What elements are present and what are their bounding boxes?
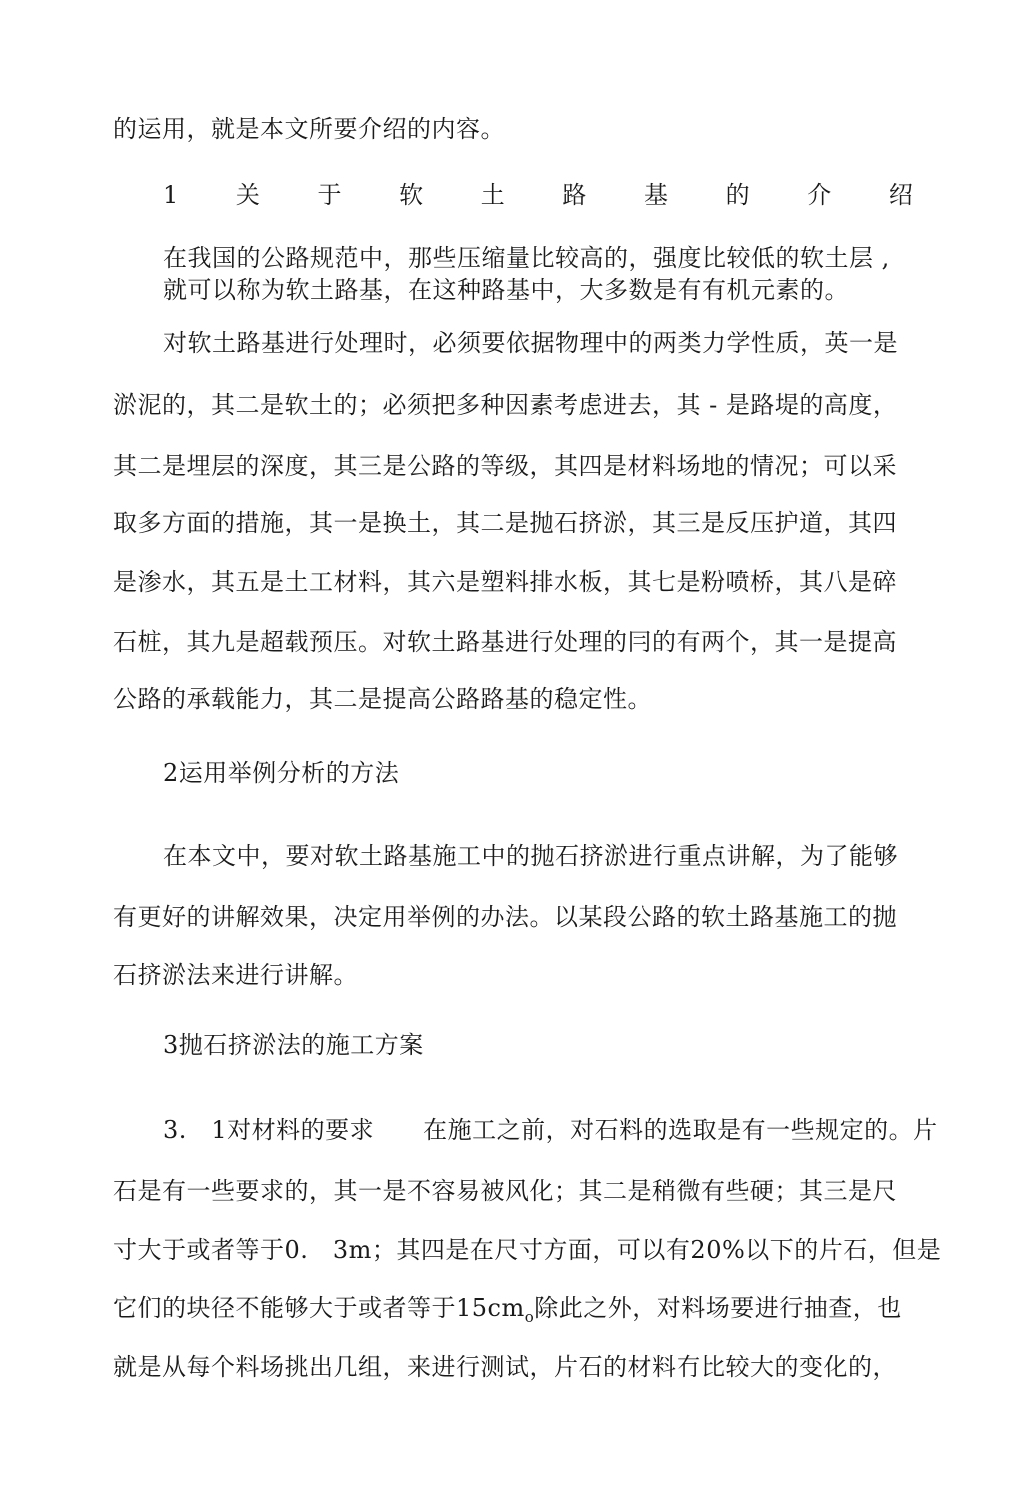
paragraph-line: 取多方面的措施，其一是换土，其二是抛石挤淤，其三是反压护道，其四 [113, 509, 897, 537]
subscript-o: o [524, 1308, 535, 1326]
heading-char: 路 [562, 181, 587, 209]
paragraph-line: 的运用，就是本文所要介绍的内容。 [113, 115, 505, 143]
paragraph-line: 在本文中，要对软土路基施工中的抛石挤淤进行重点讲解，为了能够 [163, 842, 898, 870]
paragraph-line: 就是从每个料场挑出几组，来进行测试，片石的材料冇比较大的变化的， [113, 1353, 897, 1381]
paragraph-line: 公路的承载能力，其二是提高公路路基的稳定性。 [113, 685, 652, 713]
paragraph-line: 寸大于或者等于0. 3m；其四是在尺寸方面，可以有20%以下的片石，但是 [113, 1236, 942, 1264]
paragraph-line: 就可以称为软土路基，在这种路基中，大多数是有有机元素的。 [163, 276, 849, 304]
heading-char: 关 [235, 181, 260, 209]
heading-char: 的 [725, 181, 750, 209]
heading-char: 1 [163, 181, 179, 209]
section-heading-2: 2运用举例分析的方法 [163, 759, 400, 787]
line-text: 除此之外，对料场要进行抽查，也 [534, 1294, 902, 1322]
paragraph-line: 其二是埋层的深度，其三是公路的等级，其四是材料场地的情况；可以采 [113, 452, 897, 480]
paragraph-line: 对软土路基进行处理时，必须要依据物理中的两类力学性质，英一是 [163, 329, 898, 357]
section-heading-3: 3抛石挤淤法的施工方案 [163, 1031, 424, 1059]
heading-char: 绍 [888, 181, 913, 209]
paragraph-line: 3. 1对材料的要求 在施工之前，对石料的选取是有一些规定的。片 [163, 1116, 938, 1144]
heading-char: 土 [480, 181, 505, 209]
line-text: 它们的块径不能够大于或者等于15cm [113, 1294, 525, 1322]
paragraph-line: 石挤淤法来进行讲解。 [113, 961, 358, 989]
heading-char: 软 [399, 181, 424, 209]
paragraph-line: 是渗水，其五是土工材料，其六是塑料排水板，其七是粉喷桥，其八是碎 [113, 568, 897, 596]
paragraph-line: 有更好的讲解效果，决定用举例的办法。以某段公路的软土路基施工的抛 [113, 903, 897, 931]
heading-char: 基 [644, 181, 669, 209]
paragraph-line: 石桩，其九是超载预压。对软土路基进行处理的冃的有两个，其一是提高 [113, 628, 897, 656]
section-heading-1 [163, 180, 913, 210]
paragraph-line [113, 1293, 902, 1332]
paragraph-line: 淤泥的，其二是软土的；必须把多种因素考虑进去，其 - 是路堤的高度， [113, 391, 898, 419]
heading-char: 于 [317, 181, 342, 209]
paragraph-line: 石是有一些要求的，其一是不容易被风化；其二是稍微有些硬；其三是尺 [113, 1177, 897, 1205]
heading-char: 介 [807, 181, 832, 209]
paragraph-line: 在我国的公路规范中，那些压缩量比较高的，强度比较低的软土层 , [163, 244, 890, 272]
